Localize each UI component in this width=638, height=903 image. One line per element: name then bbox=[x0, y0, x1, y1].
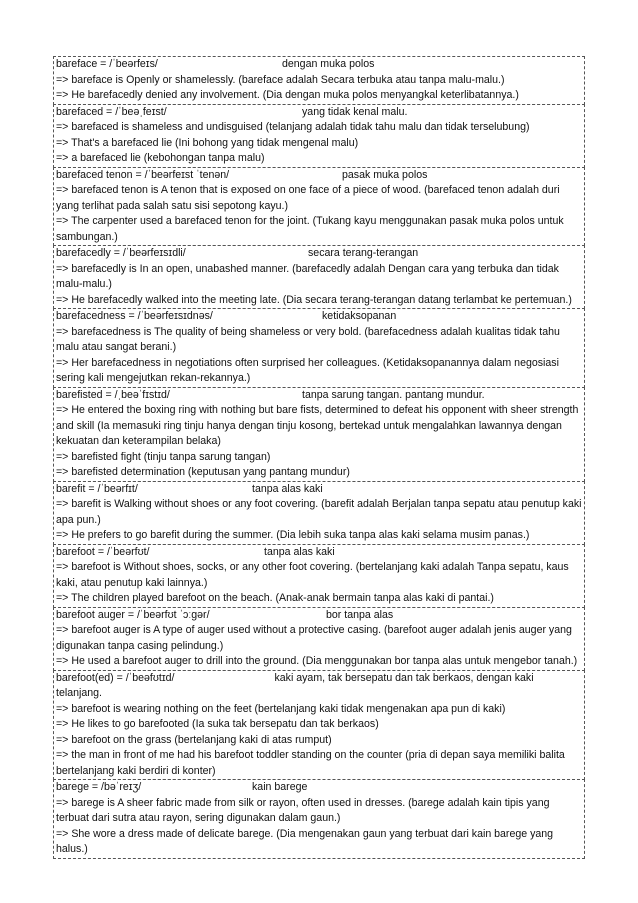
entry-term: barege = /bəˈreɪʒ/ bbox=[56, 781, 142, 793]
entry-term: barefaced tenon = /ˈbeərfeɪst ˈtenən/ bbox=[56, 168, 230, 181]
entry-barefisted bbox=[53, 387, 585, 482]
entry-line: => the man in front of me had his barefoot toddler standing on the counter (pria di depan saya memiliki balita bertelanjang kaki berdiri di konter) bbox=[56, 749, 565, 777]
entry-meaning: yang tidak kenal malu. bbox=[302, 105, 408, 118]
entry-headline bbox=[56, 545, 582, 561]
entry-barefacedness bbox=[53, 308, 585, 388]
entry-line: => The children played barefoot on the beach. (Anak-anak bermain tanpa alas kaki di pantai.) bbox=[56, 592, 494, 604]
entry-line: => barefaced tenon is A tenon that is exposed on one face of a piece of wood. (barefaced tenon adalah duri yang terlihat pada salah satu sisi sepotong kayu.) bbox=[56, 184, 560, 212]
entry-term: bareface = /ˈbeərfeɪs/ bbox=[56, 58, 158, 70]
entry-line: => He used a barefoot auger to drill into the ground. (Dia menggunakan bor tanpa alas untuk mengebor tanah.) bbox=[56, 655, 578, 667]
entry-headline bbox=[56, 482, 582, 498]
entry-term: barefoot(ed) = /ˈbeəfʊtɪd/ bbox=[56, 671, 175, 684]
entry-meaning: tanpa sarung tangan. pantang mundur. bbox=[302, 388, 485, 401]
entry-meaning: tanpa alas kaki bbox=[252, 482, 323, 495]
entry-meaning: secara terang-terangan bbox=[308, 247, 419, 259]
entry-term: barefaced = /ˈbeəˌfeɪst/ bbox=[56, 105, 167, 118]
entry-barefoot bbox=[53, 544, 585, 608]
entry-bareface bbox=[53, 56, 585, 105]
entry-headline bbox=[56, 309, 582, 325]
entry-line: => bareface is Openly or shamelessly. (bareface adalah Secara terbuka atau tanpa malu-malu.) bbox=[56, 73, 505, 86]
entry-meaning: tanpa alas kaki bbox=[264, 545, 335, 558]
entry-meaning: kaki ayam, tak bersepatu dan tak berkaos, dengan kaki telanjang. bbox=[56, 671, 534, 699]
entry-barefit bbox=[53, 481, 585, 545]
entry-headline bbox=[56, 671, 582, 702]
entry-barefoot-auger bbox=[53, 607, 585, 671]
entry-line: => The carpenter used a barefaced tenon for the joint. (Tukang kayu menggunakan pasak muka polos untuk sambungan.) bbox=[56, 215, 564, 243]
entry-line: => barefoot on the grass (bertelanjang kaki di atas rumput) bbox=[56, 733, 332, 746]
entry-term: barefoot auger = /ˈbeərfʊt ˈɔːɡər/ bbox=[56, 608, 210, 621]
entry-line: => She wore a dress made of delicate barege. (Dia mengenakan gaun yang terbuat dari kain barege yang halus.) bbox=[56, 827, 554, 855]
entry-meaning: dengan muka polos bbox=[282, 58, 375, 70]
entry-line: => He barefacedly denied any involvement. (Dia dengan muka polos menyangkal keterlibatannya.) bbox=[56, 89, 519, 101]
entry-line: => He prefers to go barefit during the summer. (Dia lebih suka tanpa alas kaki selama musim panas.) bbox=[56, 529, 530, 541]
entry-term: barefacedly = /ˈbeərfeɪsɪdli/ bbox=[56, 247, 186, 259]
entry-headline bbox=[56, 105, 582, 121]
entry-headline bbox=[56, 780, 582, 796]
entry-line: => That's a barefaced lie (Ini bohong yang tidak mengenal malu) bbox=[56, 136, 359, 149]
entry-line: => barege is A sheer fabric made from silk or rayon, often used in dresses. (barege adalah kain tipis yang terbuat dari sutra atau rayon, sering digunakan dalam gaun.) bbox=[56, 796, 550, 824]
entry-meaning: kain barege bbox=[252, 781, 308, 793]
entry-barefaced-tenon bbox=[53, 167, 585, 247]
entry-headline bbox=[56, 388, 582, 404]
entry-headline bbox=[56, 168, 582, 184]
entry-line: => barefoot is Without shoes, socks, or any other foot covering. (bertelanjang kaki adalah Tanpa sepatu, kaus kaki, atau penutup kaki lainnya.) bbox=[56, 561, 569, 589]
entry-term: barefisted = /ˌbeəˈfɪstɪd/ bbox=[56, 388, 170, 401]
entry-line: => barefisted determination (keputusan yang pantang mundur) bbox=[56, 466, 350, 478]
entry-line: => barefacedness is The quality of being shameless or very bold. (barefacedness adalah kualitas tidak tahu malu atau sangat berani.) bbox=[56, 325, 560, 353]
entry-headline bbox=[56, 246, 582, 262]
entry-headline bbox=[56, 57, 582, 73]
entry-barefooted bbox=[53, 670, 585, 781]
entry-line: => barefaced is shameless and undisguised (telanjang adalah tidak tahu malu dan tidak terselubung) bbox=[56, 121, 530, 133]
entry-line: => Her barefacedness in negotiations often surprised her colleagues. (Ketidaksopanannya dalam negosiasi sering kali mengejutkan rekan-rekannya.) bbox=[56, 356, 559, 384]
entry-line: => barefit is Walking without shoes or any foot covering. (barefit adalah Berjalan tanpa sepatu atau penutup kaki apa pun.) bbox=[56, 498, 582, 526]
entry-line: => barefoot auger is A type of auger used without a protective casing. (barefoot auger adalah jenis auger yang digunakan tanpa casing pelindung.) bbox=[56, 624, 572, 652]
entry-meaning: ketidaksopanan bbox=[322, 310, 397, 322]
entry-line: => He barefacedly walked into the meeting late. (Dia secara terang-terangan datang terlambat ke pertemuan.) bbox=[56, 293, 572, 306]
entry-line: => a barefaced lie (kebohongan tanpa malu) bbox=[56, 152, 265, 164]
entry-line: => He likes to go barefooted (Ia suka tak bersepatu dan tak berkaos) bbox=[56, 718, 379, 730]
entry-line: => barefisted fight (tinju tanpa sarung tangan) bbox=[56, 450, 271, 463]
entry-term: barefit = /ˈbeərfɪt/ bbox=[56, 482, 138, 495]
entry-headline bbox=[56, 608, 582, 624]
entry-barege bbox=[53, 779, 585, 859]
entry-line: => barefacedly is In an open, unabashed manner. (barefacedly adalah Dengan cara yang terbuka dan tidak malu-malu.) bbox=[56, 262, 559, 290]
entry-meaning: bor tanpa alas bbox=[326, 608, 394, 621]
entry-term: barefoot = /ˈbeərfʊt/ bbox=[56, 545, 150, 558]
entry-line: => He entered the boxing ring with nothing but bare fists, determined to defeat his opponent with sheer strength and skill (Ia memasuki ring tinju hanya dengan tinju kosong, bertekad untuk mengalahkan lawannya dengan kekuatan dan keterampilan belaka) bbox=[56, 404, 579, 447]
entry-barefacedly bbox=[53, 245, 585, 309]
entry-meaning: pasak muka polos bbox=[342, 168, 428, 181]
entry-barefaced bbox=[53, 104, 585, 168]
entry-line: => barefoot is wearing nothing on the feet (bertelanjang kaki tidak mengenakan apa pun di kaki) bbox=[56, 702, 506, 715]
dictionary-page bbox=[53, 56, 585, 859]
entry-term: barefacedness = /ˈbeərfeɪsɪdnəs/ bbox=[56, 310, 213, 322]
